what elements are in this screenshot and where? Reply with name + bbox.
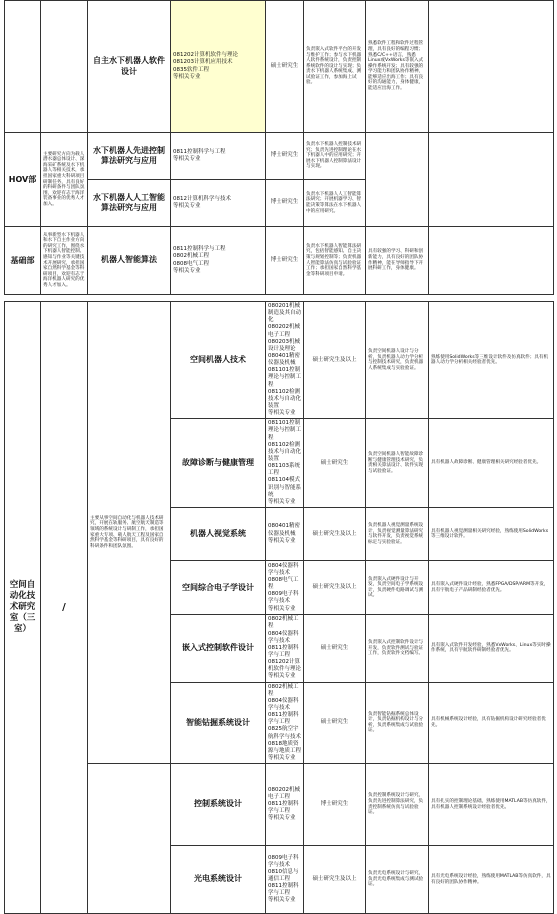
majors-cell: 080201机械制造及其自动化 080202机械电子工程 080203机械设计及理论 080401精密仪器及机械 081101控制理论与控制工程 081102检测技术与自动化装置 等相关专业 xyxy=(266,302,304,419)
lab-name: 空间自动化技术研究室（三室） xyxy=(5,302,41,914)
position-name: 水下机器人人工智能算法研究与应用 xyxy=(88,180,171,227)
dept-name: 基础部 xyxy=(5,227,41,295)
responsibility-cell: 负责水下机器人控制技术研究；负责先进控制理论在水下机器人中的应用研究；开展水下机器人控制算法设计与实现。 xyxy=(304,133,366,180)
table-row xyxy=(5,302,554,419)
lab-description: 主要从事空间自动化与机器人技术研究，开展在轨服务、航空航天制造等领域的系统设计与研制工作，承担国家重大专项、载人航天工程及国家自然科学基金等科研项目，具有良好的科研条件和团队氛围。 xyxy=(88,302,171,764)
requirements-cell: 具有光电系统设计经验，熟练使用MATLAB等仿真软件，具有良好的团队协作精神。 xyxy=(429,846,554,914)
majors-cell: 081101控制理论与控制工程 081102检测技术与自动化装置 081103系统工程 081104模式识别与智能系统 等相关专业 xyxy=(266,419,304,508)
responsibility-cell: 负责控制系统设计与研究，负责先进控制算法研究，负责控制系统仿真与试验验证。 xyxy=(366,764,429,846)
degree-cell: 博士研究生 xyxy=(266,180,304,227)
requirements-cell: 具有机器人视觉测量相关研究经验，熟练使用SolidWorks等三维设计软件。 xyxy=(429,507,554,560)
requirements-cell: 具有扎实的控制理论基础，熟练使用MATLAB等仿真软件，具有机器人控制系统设计经验者优先。 xyxy=(429,764,554,846)
responsibility-cell: 负责机器人视觉测量系统设计，负责视觉测量算法研究与软件开发，负责视觉系统标定与实验验证。 xyxy=(366,507,429,560)
majors-cell: 0809电子科学与技术 0810信息与通信工程 0811控制科学与工程 等相关专业 xyxy=(266,846,304,914)
responsibility-cell: 负责水下机器人人工智能算法研究；开展机器学习、智能决策等算法在水下机器人中的应用研究。 xyxy=(304,180,366,227)
position-name: 空间机器人技术 xyxy=(171,302,266,419)
requirements-cell xyxy=(366,133,429,227)
responsibility-cell: 负责空间机器人智能故障诊断与健康管理技术研究，负责相关算法设计、软件实现与试验验证。 xyxy=(366,419,429,508)
responsibility-cell: 负责水下机器人智能算法研究，包括智能感知、自主决策与规划控制等；负责机器人智能算法仿真与试验验证工作；承担国家自然科学基金等科研项目申请。 xyxy=(304,227,366,295)
position-name: 自主水下机器人软件设计 xyxy=(88,1,171,133)
lab-slash: / xyxy=(41,302,88,914)
dept-description: 从事新型水下机器人和水下自主作业方向的研究工作，围绕水下机器人智能控制、感知与作业等关键技术开展研究，承担国家自然科学基金等科研项目，欢迎有志于海洋机器人研究的优秀人才加入。 xyxy=(41,227,88,295)
requirements-cell: 熟练使用SolidWorks等三维设计软件及仿真软件；具有机器人动力学分析相关经验者优先。 xyxy=(429,302,554,419)
table-row xyxy=(5,1,554,133)
degree-cell: 博士研究生 xyxy=(266,227,304,295)
position-name: 控制系统设计 xyxy=(171,764,266,846)
position-name: 智能钻掘系统设计 xyxy=(171,682,266,764)
responsibility-cell: 负责智能钻掘系统总体设计，负责钻掘机构设计与分析，负责系统集成与试验验证。 xyxy=(366,682,429,764)
position-name: 故障诊断与健康管理 xyxy=(171,419,266,508)
requirements-cell: 具有较强的学习、科研和创新能力，具有良好的团队协作精神，能在导师指导下开展科研工作，身体健康。 xyxy=(366,227,429,295)
table-row xyxy=(5,764,554,846)
majors-cell: 080401精密仪器及机械 等相关专业 xyxy=(266,507,304,560)
majors-cell: 081202计算机软件与理论 081203计算机应用技术 0835软件工程 等相关专业 xyxy=(171,1,266,133)
requirements-cell: 具有机器人故障诊断、健康管理相关研究经验者优先。 xyxy=(429,419,554,508)
responsibility-cell: 负责光电系统设计与研究，负责光电系统集成与测试验证。 xyxy=(366,846,429,914)
requirements-cell: 具有机械系统设计经验，具有钻掘机构设计研究经验者优先。 xyxy=(429,682,554,764)
degree-cell: 博士研究生 xyxy=(304,764,366,846)
dept-name: HOV部 xyxy=(5,133,41,227)
recruitment-table xyxy=(4,0,554,914)
majors-cell: 0804仪器科学与技术 0808电气工程 0809电子科学与技术 等相关专业 xyxy=(266,561,304,615)
table-row xyxy=(5,227,554,295)
table-row xyxy=(5,133,554,180)
majors-cell: 0802机械工程 0804仪器科学与技术 0811控制科学与工程 081202计算机软件与理论 等相关专业 xyxy=(266,615,304,682)
majors-cell: 080202机械电子工程 0811控制科学与工程 等相关专业 xyxy=(266,764,304,846)
degree-cell: 硕士研究生 xyxy=(266,1,304,133)
dept-description: 主要研究方向为载人潜水器总体设计、深海采矿系统及水下机器人等相关技术，承担国家重大科研项目研制任务，具有良好的科研条件与团队氛围，欢迎有志于海洋装备事业的优秀人才加入。 xyxy=(41,133,88,227)
degree-cell: 硕士研究生及以上 xyxy=(304,846,366,914)
responsibility-cell: 负责空间机器人设计与分析，负责机器人动力学分析与控制技术研究，负责机器人系统集成与实验验证。 xyxy=(366,302,429,419)
position-name: 光电系统设计 xyxy=(171,846,266,914)
position-name: 水下机器人先进控制算法研究与应用 xyxy=(88,133,171,180)
majors-cell: 0812计算机科学与技术 等相关专业 xyxy=(171,180,266,227)
degree-cell: 硕士研究生 xyxy=(304,682,366,764)
position-name: 空间综合电子学设计 xyxy=(171,561,266,615)
requirements-cell: 具有嵌入式软件开发经验，熟悉VxWorks、Linux等实时操作系统，具有宇航软件研制经验者优先。 xyxy=(429,615,554,682)
responsibility-cell: 负责嵌入式软件平台的开发与维护工作；参与水下机器人软件系统设计，负责控制系统软件的设计与实现；负责水下机器人系统集成、测试验证工作，参加海上试验。 xyxy=(304,1,366,133)
degree-cell: 硕士研究生 xyxy=(304,615,366,682)
majors-cell: 0811控制科学与工程 等相关专业 xyxy=(171,133,266,180)
position-name: 机器人视觉系统 xyxy=(171,507,266,560)
degree-cell: 硕士研究生 xyxy=(304,419,366,508)
majors-cell: 0811控制科学与工程 0802机械工程 0808电气工程 等相关专业 xyxy=(171,227,266,295)
requirements-cell: 熟悉软件工程和软件过程管理，具有良好的编程习惯；熟悉C/C++语言，熟悉Linux或VxWorks等嵌入式操作系统开发；具有较强的学习能力和团队协作精神，能够适应出海工作；具有良好的沟通能力，身体健康，能适应出海工作。 xyxy=(366,1,429,133)
degree-cell: 硕士研究生及以上 xyxy=(304,561,366,615)
majors-cell: 0802机械工程 0804仪器科学与技术 0811控制科学与工程 0825航空宇航科学与技术 0818地质资源与地质工程 等相关专业 xyxy=(266,682,304,764)
position-name: 嵌入式控制软件设计 xyxy=(171,615,266,682)
degree-cell: 硕士研究生及以上 xyxy=(304,507,366,560)
position-name: 机器人智能算法 xyxy=(88,227,171,295)
requirements-cell: 具有嵌入式硬件设计经验，熟悉FPGA/DSP/ARM等开发，具有宇航电子产品研制经验者优先。 xyxy=(429,561,554,615)
responsibility-cell: 负责嵌入式硬件设计与开发，负责空间电子学系统设计，负责硬件电路调试与测试。 xyxy=(366,561,429,615)
degree-cell: 硕士研究生及以上 xyxy=(304,302,366,419)
section-divider xyxy=(5,295,554,302)
responsibility-cell: 负责嵌入式控制软件设计与开发，负责软件测试与验证工作，负责软件文档编写。 xyxy=(366,615,429,682)
degree-cell: 博士研究生 xyxy=(266,133,304,180)
